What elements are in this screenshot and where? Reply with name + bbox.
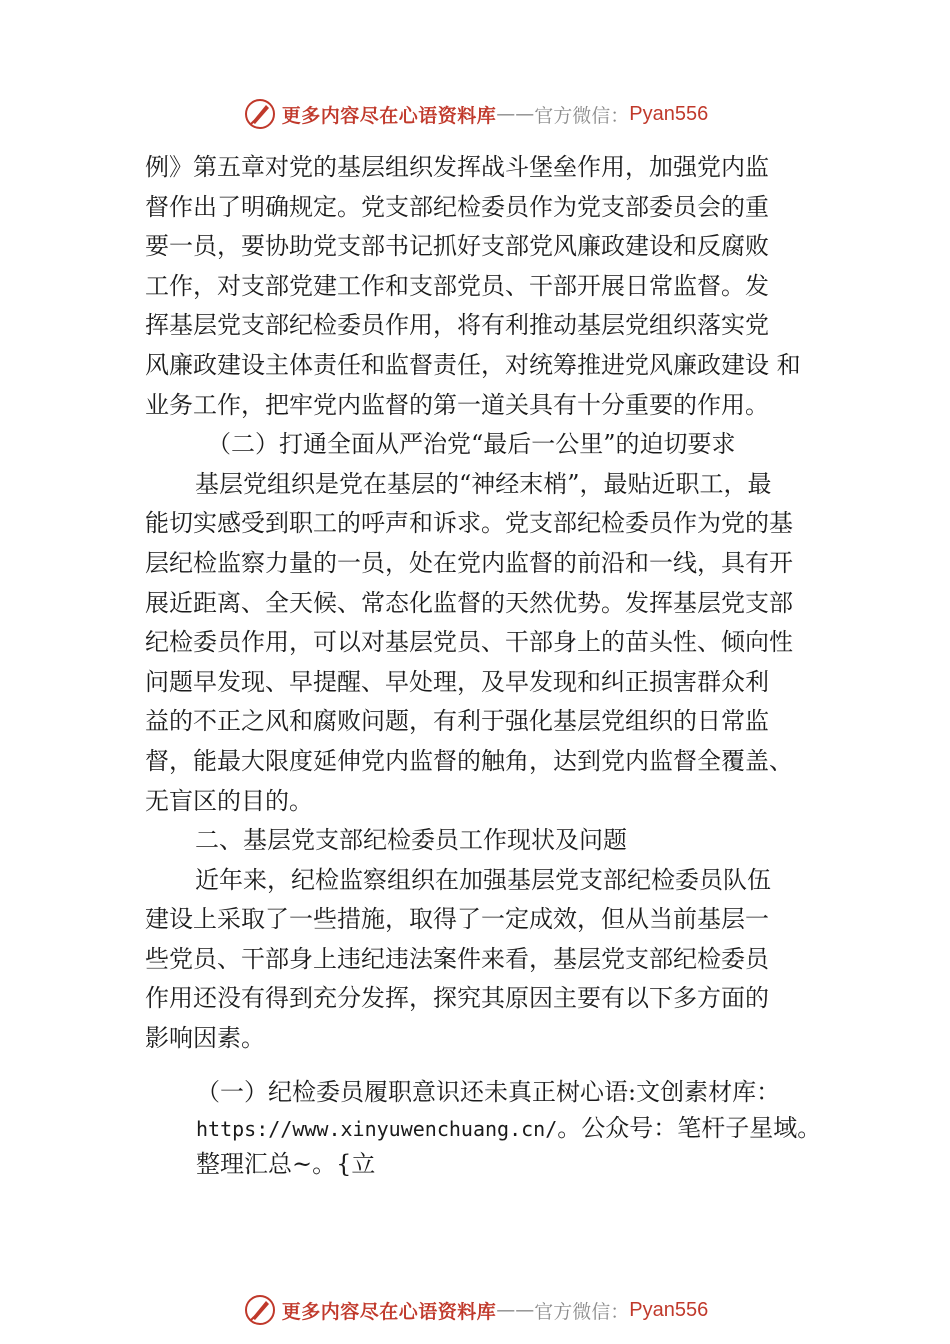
text-line: 些党员、干部身上违纪违法案件来看，基层党支部纪检委员 xyxy=(145,944,769,973)
text-line: 工作，对支部党建工作和支部党员、干部开展日常监督。发 xyxy=(145,271,769,300)
section-heading: 二、基层党支部纪检委员工作现状及问题 xyxy=(195,826,627,855)
text-line: 业务工作，把牢党内监督的第一道关具有十分重要的作用。 xyxy=(145,390,769,419)
document-tail xyxy=(196,1074,896,1182)
tail-url-line xyxy=(196,1110,896,1146)
text-line: 督作出了明确规定。党支部纪检委员作为党支部委员会的重 xyxy=(145,192,769,221)
tail-line2-rest: 。公众号：笔杆子星域。 xyxy=(557,1114,822,1142)
text-line: 无盲区的目的。 xyxy=(145,786,313,815)
text-line: 要一员，要协助党支部书记抓好支部党风廉政建设和反腐败 xyxy=(145,232,769,261)
text-line: 风廉政建设主体责任和监督责任，对统筹推进党风廉政建设 和 xyxy=(145,350,801,379)
text-line: 例》第五章对党的基层组织发挥战斗堡垒作用，加强党内监 xyxy=(145,153,769,181)
text-line: 展近距离、全天候、常态化监督的天然优势。发挥基层党支部 xyxy=(145,588,793,617)
text-line: 督，能最大限度延伸党内监督的触角，达到党内监督全覆盖、 xyxy=(145,746,793,775)
text-line: 整理汇总~。{立 xyxy=(196,1150,376,1178)
quill-pen-logo-icon xyxy=(242,96,278,132)
text-line: 基层党组织是党在基层的“神经末梢”，最贴近职工，最 xyxy=(195,469,772,498)
banner-main-text: 更多内容尽在心语资料库 xyxy=(281,104,497,127)
banner-separator: —— xyxy=(496,1299,535,1321)
banner-wechat-label: 官方微信： xyxy=(534,104,630,127)
section-heading: （二）打通全面从严治党“最后一公里”的迫切要求 xyxy=(207,430,736,459)
document-body xyxy=(145,148,815,1059)
text-line: 问题早发现、早提醒、早处理，及早发现和纠正损害群众利 xyxy=(145,667,769,696)
header-banner xyxy=(0,94,950,134)
banner-main-text: 更多内容尽在心语资料库 xyxy=(281,1300,497,1323)
source-url-link[interactable]: https://www.xinyuwenchuang.cn/ xyxy=(196,1117,558,1141)
subsection-heading: （一）纪检委员履职意识还未真正树心语:文创素材库： xyxy=(196,1078,781,1106)
banner-wechat-id: Pyan556 xyxy=(629,1298,709,1321)
text-line: 挥基层党支部纪检委员作用，将有利推动基层党组织落实党 xyxy=(145,311,769,340)
footer-banner xyxy=(0,1290,950,1330)
banner-wechat-id: Pyan556 xyxy=(629,102,709,125)
text-line: 近年来，纪检监察组织在加强基层党支部纪检委员队伍 xyxy=(195,865,771,894)
text-line: 益的不正之风和腐败问题，有利于强化基层党组织的日常监 xyxy=(145,707,769,736)
text-line: 纪检委员作用，可以对基层党员、干部身上的苗头性、倾向性 xyxy=(145,628,793,657)
banner-wechat-label: 官方微信： xyxy=(534,1300,630,1323)
banner-content xyxy=(242,1292,709,1328)
text-line: 作用还没有得到充分发挥，探究其原因主要有以下多方面的 xyxy=(145,984,769,1013)
text-line: 能切实感受到职工的呼声和诉求。党支部纪检委员作为党的基 xyxy=(145,509,793,538)
text-line: 建设上采取了一些措施，取得了一定成效，但从当前基层一 xyxy=(145,905,769,934)
banner-separator: —— xyxy=(496,103,535,125)
quill-pen-logo-icon xyxy=(242,1292,278,1328)
banner-content xyxy=(242,96,709,132)
text-line: 层纪检监察力量的一员，处在党内监督的前沿和一线，具有开 xyxy=(145,548,793,577)
text-line: 影响因素。 xyxy=(145,1024,265,1053)
